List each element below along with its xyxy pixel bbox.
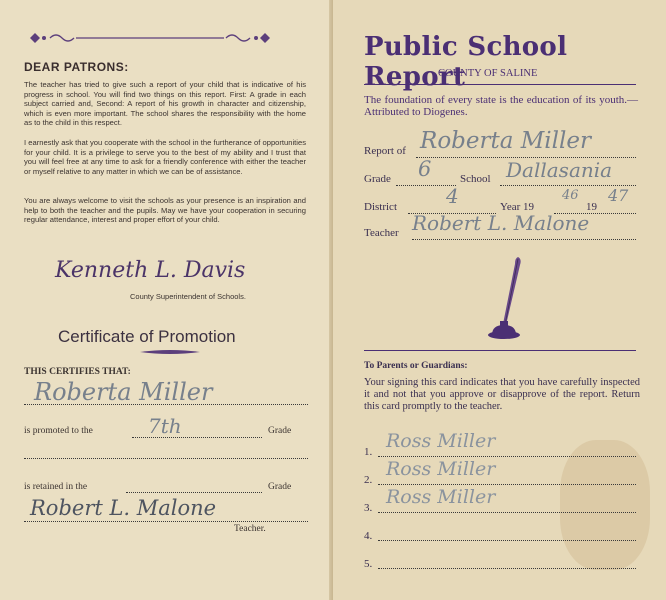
patrons-paragraph-3: You are always welcome to visit the schools as your presence is an inspiration and help to both the teacher and the pupils. May we have your cooperation in securing regular attendance, interest and proper effort of your child. [24,196,306,225]
grade-label-1: Grade [268,426,292,436]
year-label: Year 19 [500,201,535,213]
certificate-underline-icon [140,349,200,355]
report-of-label: Report of [364,145,406,157]
promoted-grade-line [132,437,262,438]
foundation-quote: The foundation of every state is the education of its youth.—Attributed to Diogenes. [364,94,638,118]
school-value: Dallasania [506,158,613,182]
title-rule [364,84,636,85]
grade-value: 6 [418,157,432,181]
report-title: Public School Report [364,32,568,92]
report-of-value: Roberta Miller [420,128,591,154]
district-value: 4 [446,184,459,208]
blank-line-1 [24,458,308,459]
parent-signature-3: Ross Miller [386,486,496,508]
teacher-line [412,239,636,240]
teacher-label-left: Teacher. [234,524,266,534]
parent-signature-1: Ross Miller [386,430,496,452]
section-rule [364,350,636,351]
grade-label-2: Grade [268,482,292,492]
signature-number-3: 3. [364,502,373,514]
teacher-signature-handwritten: Robert L. Malone [30,496,217,520]
patrons-paragraph-2: I earnestly ask that you cooperate with the school in the furtherance of opportunities for your child. It is a privilege to serve you to the best of my ability and I trust that you will feel free at any time to ask for a friendly conference with either the teacher or myself relative to any matter in which we can be of assistance. [24,138,306,176]
signature-number-4: 4. [364,530,373,542]
promoted-grade-handwritten: 7th [148,414,182,438]
student-name-line [24,404,308,405]
signature-line-3[interactable] [378,512,636,513]
promoted-label: is promoted to the [24,426,93,436]
certificate-title: Certificate of Promotion [58,327,236,346]
retained-grade-line [126,492,262,493]
dear-patrons-heading: DEAR PATRONS: [24,60,129,74]
district-label: District [364,201,397,213]
signature-line-4[interactable] [378,540,636,541]
school-label: School [460,173,491,185]
year-value-2: 47 [608,186,629,205]
teacher-label-right: Teacher [364,227,399,239]
paper-stain [560,440,650,570]
patrons-paragraph-1: The teacher has tried to give such a report of your child that is indicative of his progress in school. You will find two things on this report. First: A grade in each subject carried and, Second: A report of his growth in character and citizenship, which is even more important. The school shares the responsibility with the home as to the child in this respect. [24,80,306,128]
teacher-signature-line [24,521,308,522]
signature-line-5[interactable] [378,568,636,569]
retained-label: is retained in the [24,482,88,492]
signature-line-2[interactable] [378,484,636,485]
signature-number-2: 2. [364,474,373,486]
signing-instructions: Your signing this card indicates that you have carefully inspected it and not that you approve or disapprove of the report. Return this card promptly to the teacher. [364,377,640,412]
quill-inkwell-icon [478,255,538,345]
year-mid: 19 [586,201,597,213]
county-name: COUNTY OF SALINE [438,68,538,79]
signature-number-5: 5. [364,558,373,570]
ornament-divider-icon [28,30,272,46]
superintendent-signature: Kenneth L. Davis [55,258,246,283]
parent-signature-2: Ross Miller [386,458,496,480]
grade-label: Grade [364,173,391,185]
signature-number-1: 1. [364,446,373,458]
teacher-value: Robert L. Malone [412,211,590,235]
student-name-handwritten: Roberta Miller [34,378,213,406]
parents-title: To Parents or Guardians: [364,361,468,371]
year-value-1: 46 [562,188,579,203]
superintendent-caption: County Superintendent of Schools. [130,292,246,301]
certifies-label: THIS CERTIFIES THAT: [24,367,131,377]
signature-line-1[interactable] [378,456,636,457]
